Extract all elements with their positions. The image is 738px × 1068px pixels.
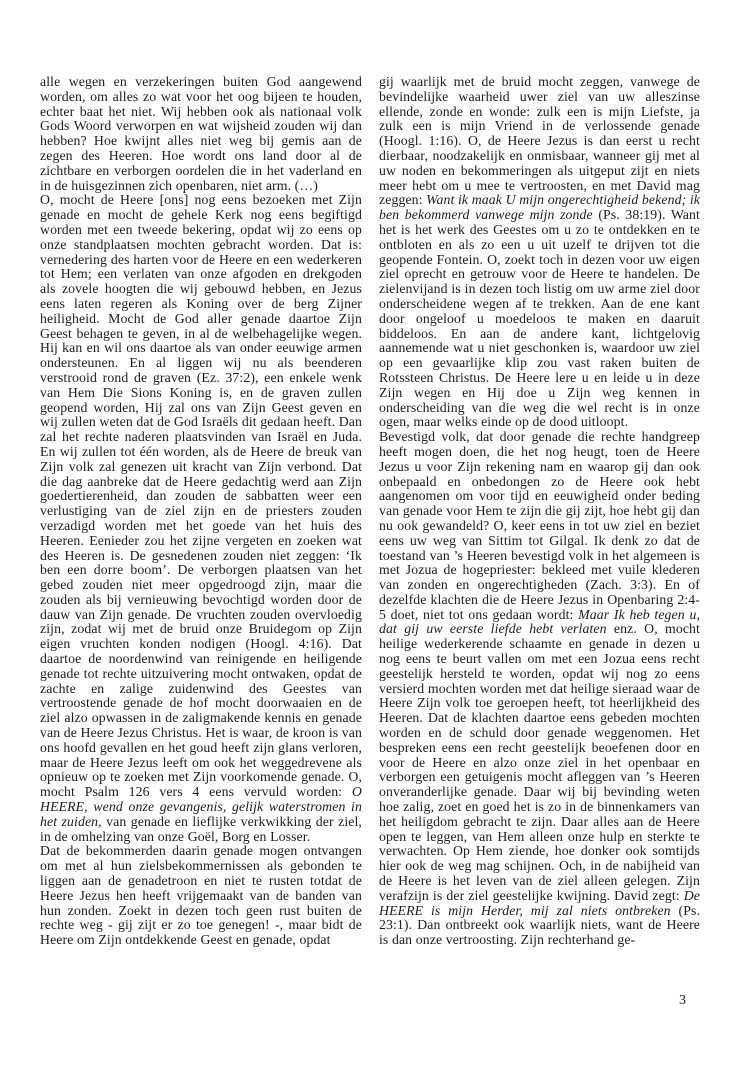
body-text: (Ps. 23:1). Dan ontbreekt ook waarlijk niets, want de Heere is dan onze vertroosting. Zijn rechterhand ge-	[379, 902, 700, 948]
scripture-quote-text: Maar Ik heb tegen u, dat gij uw eerste liefde hebt verlaten	[379, 606, 700, 637]
body-text: O, mocht de Heere [ons] nog eens bezoeken met Zijn genade en mocht de gehele Kerk nog eens begiftigd worden met een tweede bekering, opdat wij zo eens op onze standplaatsen mochten gebracht worden. Dat is: vernedering des harten voor de Heere en een wederkeren tot Hem; een verlaten van onze afgoden en drekgoden als zovele hoogten die wij gebouwd hebben, en Jezus eens laten regeren als Koning over de berg Zijner heiligheid. Mocht de God aller genade daartoe Zijn Geest behagen te geven, in al de welbehagelijke wegen. Hij kan en wil ons daartoe als van onder eeuwige armen ondersteunen. En al liggen wij nu als beenderen verstrooid rond de graven (Ez. 37:2), een enkele wenk van Hem Die Sions Koning is, en de graven zullen geopend worden, Hij zal ons van Zijn Geest geven en wij zullen weten dat de God Israëls dit gedaan heeft. Dan zal het rechte naderen plaatsvinden van Israël en Juda. En wij zullen tot één worden, als de Heere de breuk van Zijn volk zal genezen uit kracht van Zijn verbond. Dat die dag aanbreke dat de Heere gedachtig werd aan Zijn goedertierenheid, dan zouden de sabbatten weer een verlustiging van de ziel zijn en de priesters zouden verzadigd worden met het goede van het huis des Heeren. Eenieder zou het zijne vergeten en zoeken wat des Heeren is. De gesnedenen zouden niet zeggen: ‘Ik ben een dorre boom’. De verborgen plaatsen van het gebed zouden niet meer opgedroogd zijn, maar die zouden als bij vernieuwing bevochtigd worden door de dauw van Zijn genade. De vruchten zouden overvloedig zijn, zodat wij met de bruid onze Bruidegom op Zijn eigen vruchten konden nodigen (Hoogl. 4:16). Dat daartoe de noordenwind van reinigende en heiligende genade tot rechte uitzuivering mocht ontwaken, opdat de zachte en zalige zuidenwind des Geestes van vertroostende genade de hof mocht doorwaaien en de ziel alzo opwassen in de zaligmakende kennis en genade van de Heere Jezus Christus. Het is waar, de kroon is van ons hoofd gevallen en het goud heeft zijn glans verloren, maar de Heere Jezus leeft om ook het weggedrevene als opnieuw op te zoeken met Zijn voorkomende genade. O, mocht Psalm 126 vers 4 eens vervuld worden:	[40, 192, 362, 800]
body-text: gij waarlijk met de bruid mocht zeggen, vanwege de bevindelijke waarheid uwer ziel van uw alleszinse ellende, zonde en wonde: zulk een is mijn Liefste, ja zulk een is mijn Vriend in de verlossende genade (Hoogl. 1:16). O, de Heere Jezus is dan eerst u recht dierbaar, noodzakelijk en onmisbaar, wanneer gij met al uw noden en bekommeringen als uitgeput zijt en niets meer hebt om u mee te vertroosten, en met David mag zeggen:	[379, 75, 700, 208]
paragraph	[40, 75, 362, 193]
paragraph	[379, 430, 700, 948]
body-text: Dat de bekommerden daarin genade mogen ontvangen om met al hun zielsbekommernissen als gebonden te liggen aan de genadetroon en niet te rusten totdat de Heere Jezus hen heeft vrijgemaakt van de banden van hun zonden. Zoekt in dezen toch geen rust buiten de rechte weg - gij zijt er zo toe genegen! -, maar bidt de Heere om Zijn ontdekkende Geest en genade, opdat	[40, 843, 362, 948]
text-column-left	[40, 75, 362, 990]
paragraph	[379, 75, 700, 430]
paragraph	[40, 844, 362, 948]
scripture-quote-text: Want ik maak U mijn ongerechtigheid bekend; ik ben bekommerd vanwege mijn zonde	[379, 192, 700, 223]
page-number: 3	[679, 993, 686, 1008]
scripture-quote-text: O HEERE, wend onze gevangenis, gelijk waterstromen in het zuiden,	[40, 784, 362, 829]
body-text: enz. O, mocht heilige wederkerende schaamte en genade in dezen u nog eens te beurt vallen om met een Jozua eens recht geestelijk hersteld te worden, opdat wij nog zo eens versierd mochten worden met dat heilige sieraad waar de Heere Zijn volk toe geroepen heeft, tot heerlijkheid des Heeren. Dat de klachten daartoe eens gebeden mochten worden en de schuld door genade weggenomen. Het bespreken eens een recht geestelijk beoefenen door en voor de Heere en alzo onze ziel in het openbaar en verborgen een getuigenis mocht afleggen van ’s Heeren onveranderlijke genade. Daar wij bij bevinding weten hoe zalig, zoet en goed het is zo in de binnenkamers van het heiligdom gebracht te zijn. Daar alles aan de Heere open te leggen, van Hem alleen onze hulp en sterkte te verwachten. Op Hem ziende, hoe donker ook somtijds hier ook de weg mag schijnen. Och, in de nabijheid van de Heere is het leven van de ziel alleen gelegen. Zijn verafzijn is der ziel geestelijke kwijning. David zegt:	[379, 621, 700, 903]
text-column-right	[379, 75, 700, 990]
body-text: Bevestigd volk, dat door genade die rechte handgreep heeft mogen doen, die het nog heugt, toen de Heere Jezus u voor Zijn rekening nam en waarop gij dan ook onbepaald en onbedongen zo de Heere ook hebt aangenomen om voor tijd en eeuwigheid onder beding van genade voor Hem te zijn die gij zijt, hoe hebt gij dan nu ook gewandeld? O, keer eens in tot uw ziel en beziet eens uw weg van Sittim tot Gilgal. Ik denk zo dat de toestand van ’s Heeren bevestigd volk in het algemeen is met Jozua de hogepriester: bekleed met vuile klederen van zonden en ongerechtigheden (Zach. 3:3). En of dezelfde klachten die de Heere Jezus in Openbaring 2:4-5 doet, niet tot ons gedaan wordt:	[379, 429, 700, 622]
body-text: alle wegen en verzekeringen buiten God aangewend worden, om alles zo wat voor het oog bijeen te houden, echter baat het niet. Wij hebben ook als nationaal volk Gods Woord verworpen en wat wijsheid zouden wij dan hebben? Hoe kwijnt alles niet weg bij gemis aan de zegen des Heeren. Hoe wordt ons land door al de zichtbare en verborgen oordelen die in het vaderland en in de huisgezinnen zich openbaren, niet arm. (…)	[40, 75, 362, 193]
scripture-quote-text: De HEERE is mijn Herder, mij zal niets ontbreken	[379, 887, 700, 918]
paragraph	[40, 193, 362, 844]
body-text: van genade en lieflijke verkwikking der ziel, in de omhelzing van onze Goël, Borg en Losser.	[40, 813, 362, 844]
body-text: (Ps. 38:19). Want het is het werk des Geestes om u zo te ontdekken en te ontbloten en als zo een u uit uzelf te drijven tot die geopende Fontein. O, zoekt toch in dezen voor uw eigen ziel oprecht en getrouw voor de Heere te handelen. De zielenvijand is in dezen toch listig om uw arme ziel door onderscheidene wegen af te trekken. Aan de ene kant door ongeloof u moedeloos te maken en daaruit biddeloos. En aan de andere kant, lichtgelovig aannemende wat u niet geschonken is, waardoor uw ziel op een gevaarlijke klip zou vast raken buiten de Rotssteen Christus. De Heere lere u en leide u in deze Zijn wegen en Hij doe u Zijn weg kennen in onderscheiding van die weg die wel recht is in onze ogen, maar welks einde op de dood uitloopt.	[379, 207, 700, 430]
